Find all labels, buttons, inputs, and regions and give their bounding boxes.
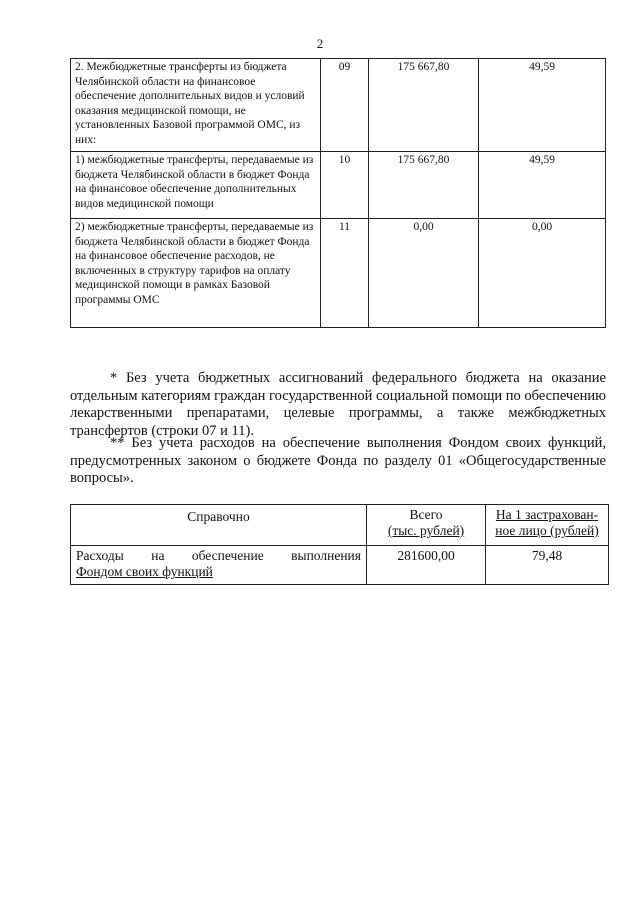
row-code: 10 [321, 152, 369, 219]
row-description: 2. Межбюджетные трансферты из бюджета Челябинской области на финансовое обеспечение дополнительных видов и условий оказания медицинской помощи, не установленных Базовой программой ОМС, из них: [71, 59, 321, 152]
per-person-header-line2: ное лицо (рублей) [495, 523, 599, 538]
expense-description [71, 546, 367, 585]
total-header [367, 505, 486, 546]
expense-description-line1: Расходы на обеспечение выполнения [76, 548, 361, 563]
expense-description-line1-wrap [76, 548, 361, 564]
row-percent: 49,59 [479, 152, 606, 219]
row-description: 2) межбюджетные трансферты, передаваемые из бюджета Челябинской области в бюджет Фонда на финансовое обеспечение расходов, не включенных в структуру тарифов на оплату медицинской помощи в рамках Базовой программы ОМС [71, 219, 321, 328]
page-number: 2 [316, 36, 324, 51]
total-header-line2: (тыс. рублей) [387, 523, 465, 538]
row-percent: 49,59 [479, 59, 606, 152]
reference-header-row [71, 505, 609, 546]
expense-description-line2: Фондом своих функций [76, 564, 213, 579]
row-description: 1) межбюджетные трансферты, передаваемые из бюджета Челябинской области в бюджет Фонда на финансовое обеспечение дополнительных видов медицинской помощи [71, 152, 321, 219]
expense-per-person: 79,48 [486, 546, 609, 585]
budget-transfers-table [70, 58, 606, 328]
row-amount: 0,00 [369, 219, 479, 328]
per-person-header-line1: На 1 застрахован- [495, 507, 599, 522]
table-row [71, 59, 606, 152]
row-code: 09 [321, 59, 369, 152]
row-amount: 175 667,80 [369, 152, 479, 219]
row-amount: 175 667,80 [369, 59, 479, 152]
expense-total: 281600,00 [367, 546, 486, 585]
total-header-line1: Всего [409, 507, 443, 522]
footnote-2: ** Без учета расходов на обеспечение выполнения Фондом своих функций, предусмотренных законом о бюджете Фонда по разделу 01 «Общегосударственные вопросы». [70, 435, 606, 486]
table-row [71, 219, 606, 328]
row-percent: 0,00 [479, 219, 606, 328]
table-row [71, 152, 606, 219]
reference-label: Справочно [71, 505, 367, 546]
footnote-1: * Без учета бюджетных ассигнований федерального бюджета на оказание отдельным категориям граждан государственной социальной помощи по обеспечению лекарственными препаратами, целевые программы, а также межбюджетных трансфертов (строки 07 и 11). [70, 370, 606, 439]
reference-table [70, 504, 609, 585]
per-person-header [486, 505, 609, 546]
row-code: 11 [321, 219, 369, 328]
table-row [71, 546, 609, 585]
